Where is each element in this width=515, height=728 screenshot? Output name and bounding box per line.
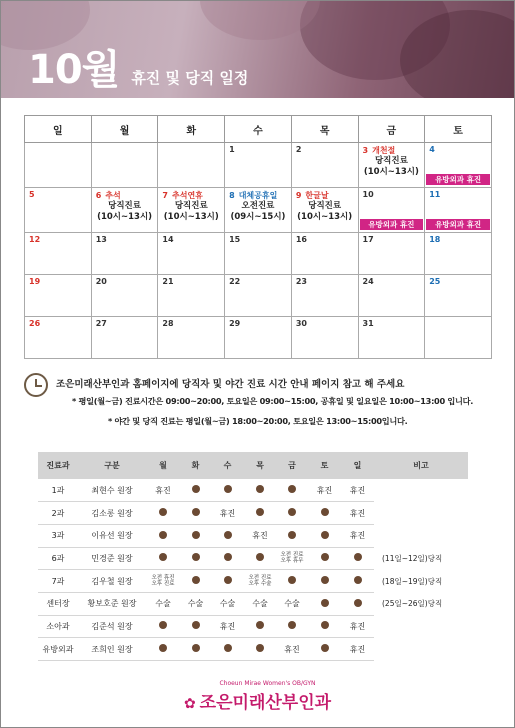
open-dot-icon (256, 485, 264, 493)
open-day-cell (211, 547, 244, 570)
day-number (96, 235, 154, 244)
open-dot-icon (288, 531, 296, 539)
duty-hours: 당직진료 (108, 201, 141, 211)
day-number (429, 190, 487, 199)
schedule-row (38, 638, 468, 661)
department-cell: 1과 (38, 479, 78, 502)
open-day-cell (180, 570, 211, 593)
calendar-day (225, 233, 292, 275)
open-day-cell (276, 570, 308, 593)
holiday-name: 추석연휴 (171, 191, 203, 200)
day-digit: 1 (229, 145, 235, 154)
open-dot-icon (192, 621, 200, 629)
day-digit: 11 (429, 190, 441, 199)
open-dot-icon (192, 644, 200, 652)
open-dot-icon (288, 576, 296, 584)
open-dot-icon (354, 576, 362, 584)
calendar-day (425, 275, 492, 317)
schedule-column-header: 월 (146, 452, 180, 479)
department-cell: 3과 (38, 524, 78, 547)
calendar-day (25, 233, 92, 275)
department-cell: 2과 (38, 502, 78, 525)
schedule-column-header: 화 (180, 452, 211, 479)
holiday-name: 대체공휴일 (238, 191, 278, 200)
day-number (29, 319, 87, 328)
open-dot-icon (288, 621, 296, 629)
day-number (363, 235, 421, 244)
flower-icon: ✿ (183, 696, 196, 712)
open-dot-icon (321, 508, 329, 516)
calendar-day (291, 233, 358, 275)
day-digit: 17 (362, 235, 374, 244)
day-digit: 10 (362, 190, 374, 199)
footer-english-name: Choeun Mirae Women's OB/GYN (219, 680, 316, 687)
day-status-cell: 휴진 (146, 479, 180, 502)
weekday-header: 금 (358, 116, 425, 143)
holiday-name: 개천절 (372, 146, 396, 155)
day-digit: 13 (95, 235, 107, 244)
calendar-day (358, 317, 425, 359)
open-day-cell (244, 502, 276, 525)
calendar-day (158, 188, 225, 233)
open-day-cell (244, 479, 276, 502)
open-dot-icon (354, 599, 362, 607)
day-status-cell: 휴진 (308, 479, 341, 502)
day-digit: 4 (429, 145, 435, 154)
calendar-day (25, 317, 92, 359)
notice-line-1: 조은미래산부인과 홈페이지에 당직자 및 야간 진료 시간 안내 페이지 참고 해 주세요 (56, 379, 405, 390)
day-number (29, 190, 87, 199)
day-number (229, 145, 287, 154)
calendar-day (91, 233, 158, 275)
day-number (296, 145, 354, 154)
day-digit: 7 (162, 191, 168, 200)
day-number (162, 277, 220, 286)
weekday-header: 수 (225, 116, 292, 143)
day-number (363, 319, 421, 328)
month-title: 10월 (28, 47, 120, 93)
open-day-cell (276, 615, 308, 638)
department-cell: 6과 (38, 547, 78, 570)
calendar-day (158, 143, 225, 188)
schedule-column-header: 목 (244, 452, 276, 479)
day-status-cell: 휴진 (341, 615, 374, 638)
schedule-column-header: 일 (341, 452, 374, 479)
open-day-cell (244, 547, 276, 570)
day-number (296, 190, 354, 201)
calendar-day (425, 317, 492, 359)
open-day-cell (308, 638, 341, 661)
note-cell (374, 479, 468, 502)
day-digit: 3 (362, 146, 369, 155)
weekday-header: 목 (291, 116, 358, 143)
calendar-day (358, 143, 425, 188)
day-digit: 31 (362, 319, 374, 328)
closure-badge: 유방외과 휴진 (360, 219, 424, 230)
calendar-day (291, 317, 358, 359)
split-hours-text: 오전 휴진 오후 진료 (151, 574, 175, 588)
split-hours-text: 오전 진료 오후 수술 (248, 574, 272, 588)
day-number (96, 277, 154, 286)
doctor-cell: 김소롱 원장 (78, 502, 146, 525)
open-day-cell (146, 502, 180, 525)
doctor-schedule-table (38, 452, 468, 661)
schedule-row (38, 570, 468, 593)
day-status-cell: 수술 (146, 592, 180, 615)
duty-hours: 오전진료 (241, 201, 275, 211)
day-digit: 12 (29, 235, 41, 244)
open-day-cell (146, 524, 180, 547)
holiday-name: 추석 (105, 191, 121, 200)
schedule-column-header: 구분 (78, 452, 146, 479)
schedule-row (38, 524, 468, 547)
day-number (296, 235, 354, 244)
calendar-day (358, 275, 425, 317)
day-number (429, 235, 487, 244)
schedule-column-header: 비고 (374, 452, 468, 479)
calendar-day (91, 143, 158, 188)
footer-logo (0, 680, 515, 720)
open-day-cell (308, 524, 341, 547)
day-digit: 15 (229, 235, 241, 244)
weekday-header: 토 (425, 116, 492, 143)
calendar-day (425, 143, 492, 188)
open-dot-icon (321, 599, 329, 607)
schedule-row (38, 479, 468, 502)
calendar-day (425, 188, 492, 233)
open-day-cell (341, 592, 374, 615)
open-day-cell (276, 502, 308, 525)
closure-badge: 유방외과 휴진 (426, 174, 490, 185)
calendar-day (91, 317, 158, 359)
duty-hours: 당직진료 (174, 201, 208, 211)
calendar-day (358, 188, 425, 233)
calendar (24, 115, 492, 359)
day-number (96, 190, 154, 201)
day-digit: 2 (295, 145, 302, 154)
department-cell: 센터장 (38, 592, 78, 615)
calendar-day (25, 143, 92, 188)
open-dot-icon (256, 644, 264, 652)
open-day-cell (276, 524, 308, 547)
day-number (429, 277, 487, 286)
day-digit: 20 (95, 277, 107, 286)
day-status-cell: 수술 (244, 592, 276, 615)
duty-hours: (10시~13시) (363, 167, 419, 177)
open-day-cell (180, 638, 211, 661)
day-status-cell: 수술 (180, 592, 211, 615)
calendar-day (425, 233, 492, 275)
open-day-cell (341, 570, 374, 593)
open-dot-icon (159, 621, 167, 629)
open-dot-icon (224, 485, 232, 493)
doctor-cell: 조희인 원장 (78, 638, 146, 661)
notice-line-2: * 평일(월~금) 진료시간은 09:00~20:00, 토요일은 09:00~15:00, 공휴일 및 일요일은 10:00~13:00 입니다. (72, 396, 474, 406)
calendar-day (225, 188, 292, 233)
open-day-cell (308, 592, 341, 615)
day-number (229, 319, 287, 328)
day-number (429, 145, 487, 154)
doctor-cell: 김준석 원장 (78, 615, 146, 638)
duty-hours: 당직진료 (308, 201, 342, 211)
department-cell: 7과 (38, 570, 78, 593)
open-dot-icon (224, 644, 232, 652)
day-number (162, 190, 220, 201)
calendar-day (358, 233, 425, 275)
note-cell: (25일~26일)당직 (382, 599, 443, 609)
split-day-cell (276, 547, 308, 570)
note-cell (374, 524, 468, 547)
day-status-cell: 휴진 (341, 524, 374, 547)
day-number (229, 277, 287, 286)
schedule-column-header: 토 (308, 452, 341, 479)
open-day-cell (211, 524, 244, 547)
open-dot-icon (192, 576, 200, 584)
day-number (29, 235, 87, 244)
schedule-row (38, 592, 468, 615)
note-cell: (11일~12일)당직 (382, 553, 443, 563)
open-dot-icon (321, 576, 329, 584)
day-status-cell: 휴진 (341, 502, 374, 525)
doctor-cell: 최현수 원장 (78, 479, 146, 502)
day-digit: 21 (162, 277, 174, 286)
open-dot-icon (224, 576, 232, 584)
day-digit: 14 (162, 235, 174, 244)
day-status-cell: 휴진 (276, 638, 308, 661)
doctor-cell: 황보호준 원장 (78, 592, 146, 615)
day-number (363, 145, 421, 156)
department-cell: 소아과 (38, 615, 78, 638)
duty-hours: (09시~15시) (230, 212, 286, 222)
open-dot-icon (256, 508, 264, 516)
open-dot-icon (321, 621, 329, 629)
day-digit: 26 (29, 319, 41, 328)
open-day-cell (180, 502, 211, 525)
calendar-day (91, 275, 158, 317)
notice-line-3: * 야간 및 당직 진료는 평일(월~금) 18:00~20:00, 토요일은 13:00~15:00입니다. (108, 416, 408, 426)
day-digit: 28 (162, 319, 174, 328)
open-day-cell (146, 547, 180, 570)
split-hours-text: 오전 진료 오후 휴무 (280, 551, 304, 565)
duty-hours: 당직진료 (374, 156, 408, 166)
open-dot-icon (159, 508, 167, 516)
clock-icon (24, 373, 48, 397)
calendar-day (225, 317, 292, 359)
calendar-day (291, 275, 358, 317)
doctor-cell: 민경준 원장 (78, 547, 146, 570)
day-number (229, 190, 287, 201)
weekday-header: 월 (91, 116, 158, 143)
duty-hours: (10시~13시) (163, 212, 219, 222)
doctor-cell: 이유선 원장 (78, 524, 146, 547)
doctor-cell: 김우철 원장 (78, 570, 146, 593)
calendar-day (225, 275, 292, 317)
open-day-cell (146, 638, 180, 661)
day-digit: 18 (429, 235, 441, 244)
day-digit: 5 (29, 190, 35, 199)
day-number (162, 319, 220, 328)
open-dot-icon (256, 621, 264, 629)
note-cell (374, 615, 468, 638)
day-digit: 23 (295, 277, 307, 286)
day-digit: 25 (429, 277, 441, 286)
open-dot-icon (321, 531, 329, 539)
calendar-day (291, 143, 358, 188)
calendar-day (25, 275, 92, 317)
day-status-cell: 수술 (211, 592, 244, 615)
duty-hours: (10시~13시) (97, 212, 153, 222)
open-day-cell (308, 615, 341, 638)
calendar-day (291, 188, 358, 233)
open-day-cell (308, 502, 341, 525)
day-digit: 27 (95, 319, 107, 328)
schedule-row (38, 547, 468, 570)
open-day-cell (308, 570, 341, 593)
open-dot-icon (192, 485, 200, 493)
day-digit: 19 (29, 277, 41, 286)
open-day-cell (180, 479, 211, 502)
day-number (229, 235, 287, 244)
day-digit: 6 (95, 191, 102, 200)
open-dot-icon (288, 485, 296, 493)
weekday-header: 화 (158, 116, 225, 143)
footer-korean-name: 조은미래산부인과 (199, 693, 332, 713)
day-number (296, 277, 354, 286)
calendar-day (91, 188, 158, 233)
open-day-cell (146, 615, 180, 638)
header-banner (0, 0, 515, 98)
split-day-cell (244, 570, 276, 593)
calendar-day (225, 143, 292, 188)
calendar-day (158, 275, 225, 317)
day-number (96, 319, 154, 328)
open-dot-icon (256, 553, 264, 561)
day-number (363, 190, 421, 199)
open-dot-icon (192, 531, 200, 539)
open-day-cell (308, 547, 341, 570)
split-day-cell (146, 570, 180, 593)
open-day-cell (180, 547, 211, 570)
open-dot-icon (224, 553, 232, 561)
department-cell: 유방외과 (38, 638, 78, 661)
open-dot-icon (354, 553, 362, 561)
calendar-day (158, 317, 225, 359)
note-cell (374, 502, 468, 525)
day-digit: 9 (295, 191, 302, 200)
day-status-cell: 휴진 (244, 524, 276, 547)
day-digit: 22 (229, 277, 241, 286)
closure-badge: 유방외과 휴진 (426, 219, 490, 230)
open-dot-icon (159, 553, 167, 561)
day-digit: 29 (229, 319, 241, 328)
day-digit: 24 (362, 277, 374, 286)
open-dot-icon (159, 644, 167, 652)
note-cell (374, 638, 468, 661)
calendar-day (158, 233, 225, 275)
holiday-name: 한글날 (305, 191, 329, 200)
schedule-column-header: 진료과 (38, 452, 78, 479)
day-digit: 8 (229, 191, 235, 200)
day-number (296, 319, 354, 328)
day-status-cell: 휴진 (341, 479, 374, 502)
open-day-cell (211, 570, 244, 593)
open-dot-icon (192, 553, 200, 561)
schedule-row (38, 502, 468, 525)
day-status-cell: 휴진 (341, 638, 374, 661)
day-number (363, 277, 421, 286)
open-dot-icon (321, 553, 329, 561)
open-day-cell (211, 479, 244, 502)
open-dot-icon (224, 531, 232, 539)
day-status-cell: 휴진 (211, 502, 244, 525)
day-digit: 30 (295, 319, 307, 328)
open-day-cell (211, 638, 244, 661)
open-dot-icon (321, 644, 329, 652)
calendar-day (25, 188, 92, 233)
open-dot-icon (192, 508, 200, 516)
open-day-cell (244, 615, 276, 638)
open-day-cell (180, 615, 211, 638)
schedule-row (38, 615, 468, 638)
open-day-cell (276, 479, 308, 502)
weekday-header: 일 (25, 116, 92, 143)
day-number (29, 277, 87, 286)
open-day-cell (244, 638, 276, 661)
day-status-cell: 수술 (276, 592, 308, 615)
open-dot-icon (159, 531, 167, 539)
duty-hours: (10시~13시) (297, 212, 353, 222)
open-dot-icon (288, 508, 296, 516)
day-status-cell: 휴진 (211, 615, 244, 638)
open-day-cell (180, 524, 211, 547)
day-digit: 16 (295, 235, 307, 244)
open-day-cell (341, 547, 374, 570)
schedule-column-header: 수 (211, 452, 244, 479)
note-cell: (18일~19일)당직 (382, 576, 443, 586)
page-subtitle: 휴진 및 당직 일정 (131, 69, 249, 87)
schedule-column-header: 금 (276, 452, 308, 479)
day-number (162, 235, 220, 244)
